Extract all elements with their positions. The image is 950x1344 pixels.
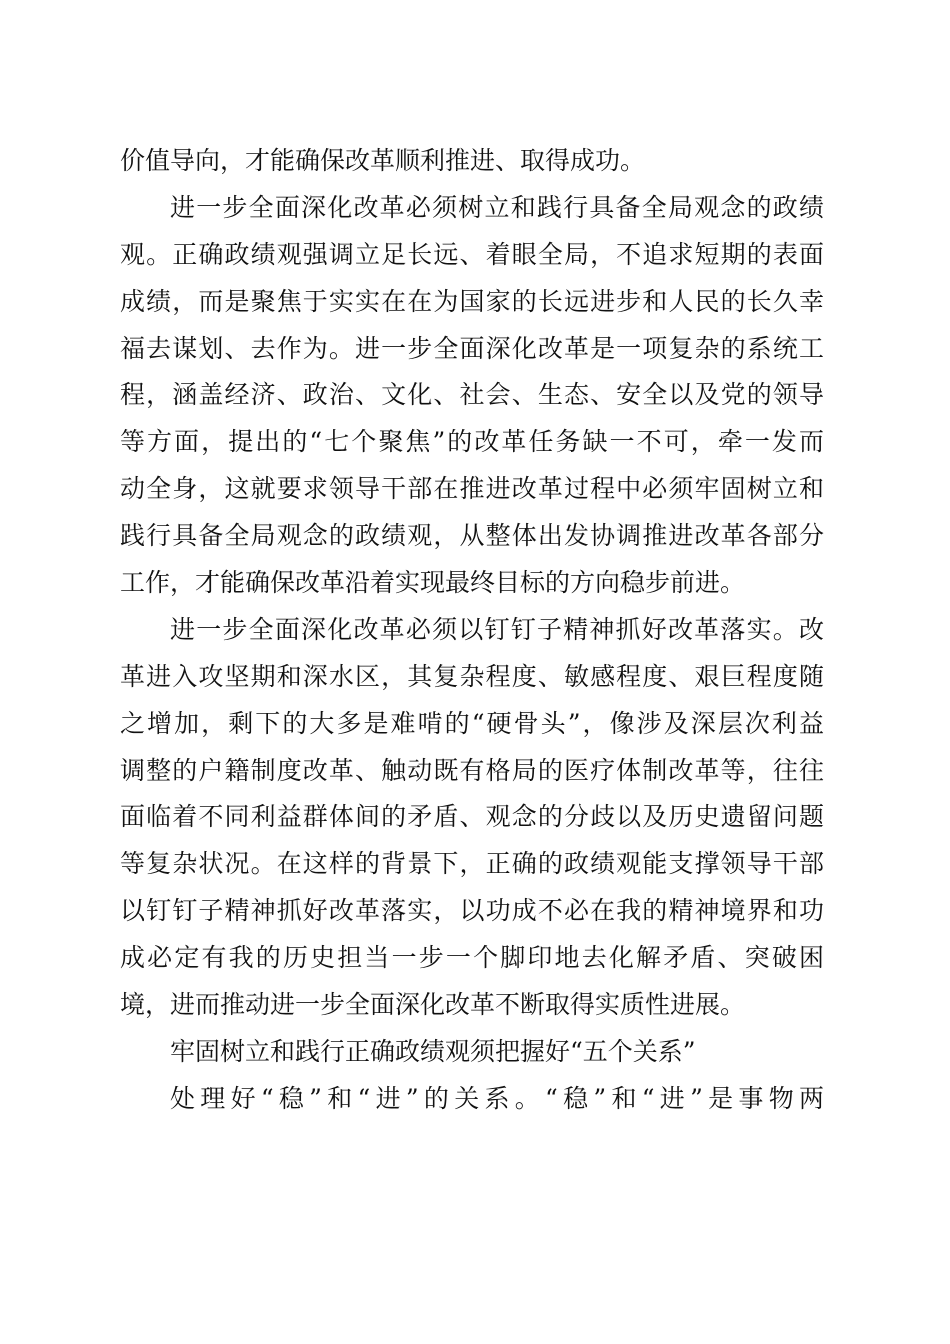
text-line: 福去谋划、去作为。进一步全面深化改革是一项复杂的系统工	[120, 333, 824, 363]
text-line: 境，进而推动进一步全面深化改革不断取得实质性进展。	[120, 990, 746, 1020]
paragraph-continuation	[120, 138, 824, 185]
paragraph-global-view	[120, 185, 824, 607]
text-line: 成绩，而是聚焦于实实在在为国家的长远进步和人民的长久幸	[120, 286, 824, 316]
text-line: 观。正确政绩观强调立足长远、着眼全局，不追求短期的表面	[120, 239, 824, 269]
paragraph-stability-progress	[120, 1076, 824, 1123]
paragraph-nail-spirit	[120, 607, 824, 1029]
text-line: 以钉钉子精神抓好改革落实，以功成不必在我的精神境界和功	[120, 896, 824, 926]
text-line: 革进入攻坚期和深水区，其复杂程度、敏感程度、艰巨程度随	[120, 661, 824, 691]
text-line: 工作，才能确保改革沿着实现最终目标的方向稳步前进。	[120, 568, 746, 598]
text-line: 程，涵盖经济、政治、文化、社会、生态、安全以及党的领导	[120, 380, 824, 410]
text-line: 价值导向，才能确保改革顺利推进、取得成功。	[120, 146, 646, 175]
text-line: 进一步全面深化改革必须以钉钉子精神抓好改革落实。改	[170, 614, 824, 644]
text-line: 动全身，这就要求领导干部在推进改革过程中必须牢固树立和	[120, 474, 824, 504]
text-line: 调整的户籍制度改革、触动既有格局的医疗体制改革等，往往	[120, 755, 824, 785]
section-heading	[120, 1029, 824, 1076]
text-line: 等复杂状况。在这样的背景下，正确的政绩观能支撑领导干部	[120, 849, 824, 879]
text-line: 成必定有我的历史担当一步一个脚印地去化解矛盾、突破困	[120, 943, 824, 973]
text-line: 践行具备全局观念的政绩观，从整体出发协调推进改革各部分	[120, 521, 824, 551]
text-line: 等方面，提出的“七个聚焦”的改革任务缺一不可，牵一发而	[120, 427, 824, 457]
text-line: 面临着不同利益群体间的矛盾、观念的分歧以及历史遗留问题	[120, 802, 824, 832]
text-line: 处理好“稳”和“进”的关系。“稳”和“进”是事物两	[170, 1083, 824, 1113]
document-body	[120, 138, 824, 1123]
text-line: 进一步全面深化改革必须树立和践行具备全局观念的政绩	[170, 192, 824, 222]
section-heading-text: 牢固树立和践行正确政绩观须把握好“五个关系”	[170, 1036, 696, 1066]
text-line: 之增加，剩下的大多是难啃的“硬骨头”，像涉及深层次利益	[120, 708, 824, 738]
